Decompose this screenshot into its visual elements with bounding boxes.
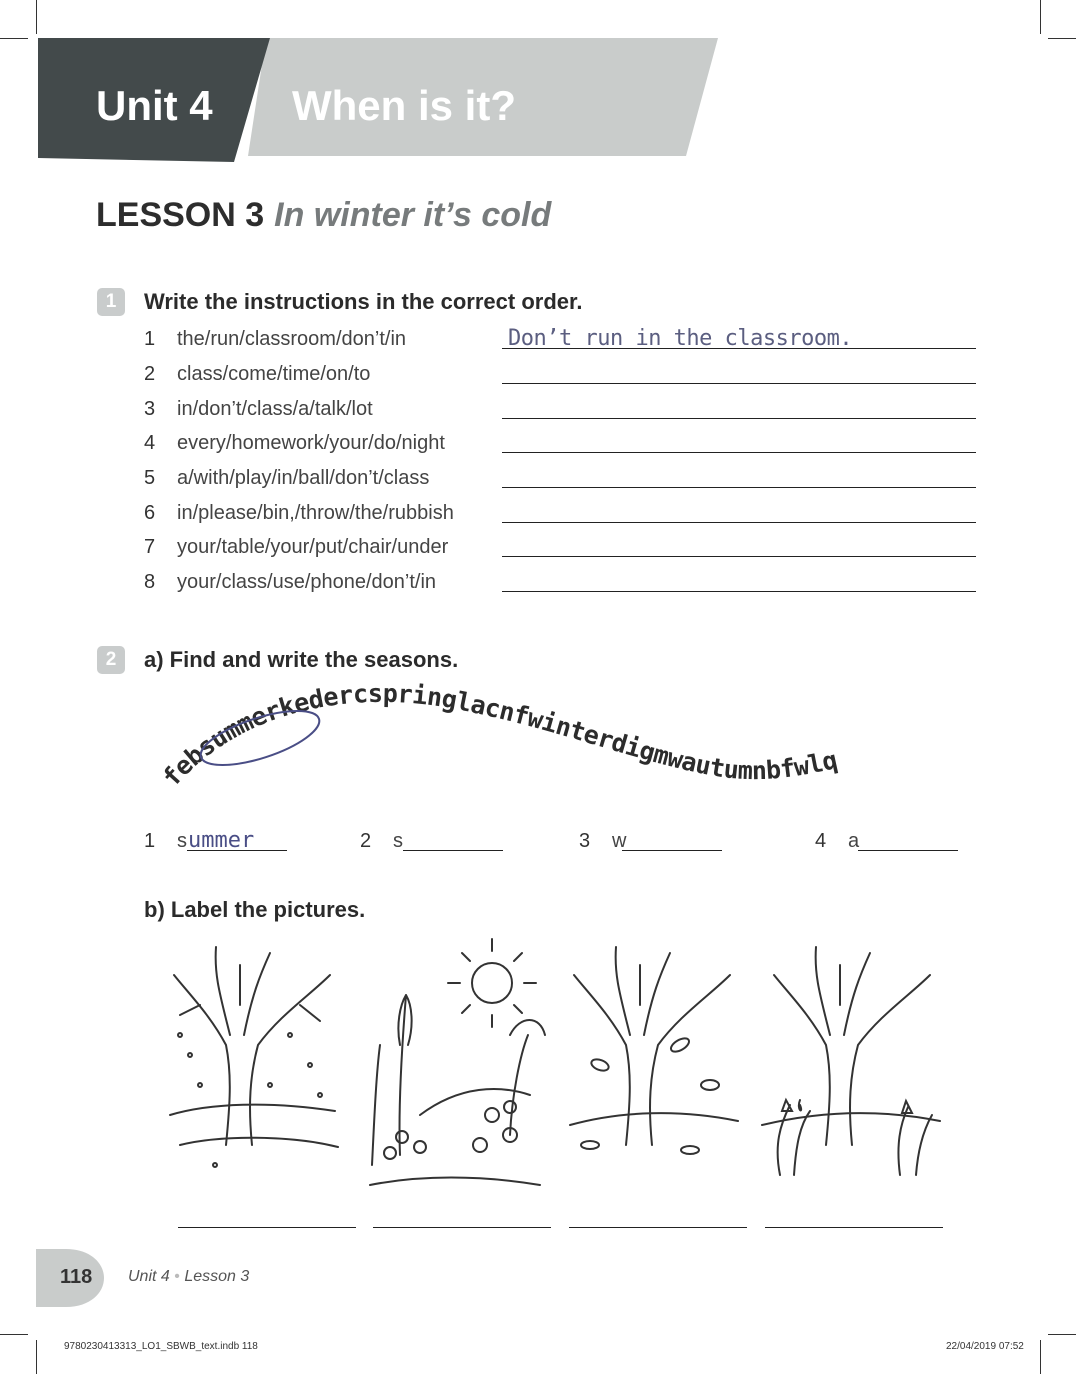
season-answer-line[interactable]: [622, 850, 722, 851]
word-snake-text: febsummerkedercspringlacnfwinterdigmwautumnbfwlq: [156, 680, 840, 792]
crop-mark: [0, 38, 28, 39]
season-answer: ummer: [188, 828, 255, 853]
instruction-row: [144, 463, 976, 497]
autumn-tree-picture: [570, 947, 738, 1154]
scrambled-words: your/class/use/phone/don’t/in: [177, 571, 437, 593]
instruction-row: [144, 359, 976, 393]
summer-sun-picture: [370, 939, 545, 1185]
footer-unit: Unit 4: [128, 1268, 170, 1285]
scrambled-words: your/table/your/put/chair/under: [177, 536, 449, 558]
crop-mark: [1040, 1340, 1041, 1374]
answer-line[interactable]: [502, 452, 976, 453]
scrambled-words: class/come/time/on/to: [177, 363, 371, 385]
crop-mark: [0, 1334, 28, 1335]
scrambled-words: every/homework/your/do/night: [177, 432, 445, 454]
season-number: 1: [144, 830, 156, 852]
scrambled-words: in/don’t/class/a/talk/lot: [177, 398, 373, 420]
item-number: 7: [144, 536, 156, 558]
season-first-letter: s: [393, 830, 403, 852]
instruction-row: [144, 498, 976, 532]
page-number: 118: [60, 1266, 93, 1288]
crop-mark: [1040, 0, 1041, 34]
unit-title: When is it?: [292, 82, 516, 129]
answer-text: Don’t run in the classroom.: [508, 326, 853, 351]
scrambled-words: a/with/play/in/ball/don’t/class: [177, 467, 430, 489]
item-number: 5: [144, 467, 156, 489]
lesson-heading: [96, 196, 551, 235]
season-answer-line[interactable]: [858, 850, 958, 851]
item-number: 4: [144, 432, 156, 454]
crop-mark: [1048, 38, 1076, 39]
item-number: 1: [144, 328, 156, 350]
winter-tree-picture: [170, 947, 338, 1167]
answer-line[interactable]: [502, 591, 976, 592]
answer-line[interactable]: [502, 556, 976, 557]
picture-label-line[interactable]: [569, 1227, 747, 1228]
lesson-title: In winter it’s cold: [274, 196, 552, 234]
instruction-row: [144, 394, 976, 428]
item-number: 8: [144, 571, 156, 593]
crop-mark: [36, 0, 37, 34]
season-number: 4: [815, 830, 827, 852]
word-snake-letters: [157, 680, 840, 792]
picture-label-line[interactable]: [178, 1227, 356, 1228]
instruction-row: [144, 428, 976, 462]
picture-label-line[interactable]: [373, 1227, 551, 1228]
print-slug-file: 9780230413313_LO1_SBWB_text.indb 118: [64, 1341, 258, 1352]
crop-mark: [1048, 1334, 1076, 1335]
scrambled-words: the/run/classroom/don’t/in: [177, 328, 407, 350]
instruction-row: [144, 532, 976, 566]
season-first-letter: w: [612, 830, 627, 852]
instruction-row: [144, 567, 976, 601]
season-answer-line[interactable]: [187, 850, 287, 851]
season-first-letter: a: [848, 830, 860, 852]
exercise-2-badge: 2: [97, 646, 125, 674]
footer-reference: [128, 1268, 249, 1286]
answer-line[interactable]: [502, 487, 976, 488]
crop-mark: [36, 1340, 37, 1374]
item-number: 2: [144, 363, 156, 385]
footer-lesson: Lesson 3: [184, 1268, 250, 1285]
print-slug-date: 22/04/2019 07:52: [946, 1341, 1024, 1352]
season-number: 3: [579, 830, 591, 852]
answer-line[interactable]: [502, 348, 976, 349]
exercise-2a-title: a) Find and write the seasons.: [144, 647, 459, 672]
season-answer-line[interactable]: [403, 850, 503, 851]
spring-tree-picture: [762, 947, 940, 1175]
answer-line[interactable]: [502, 383, 976, 384]
exercise-2b-title: b) Label the pictures.: [144, 897, 366, 922]
item-number: 3: [144, 398, 156, 420]
word-snake: [150, 680, 950, 810]
season-pictures: [160, 935, 950, 1200]
picture-label-line[interactable]: [765, 1227, 943, 1228]
answer-line[interactable]: [502, 418, 976, 419]
item-number: 6: [144, 502, 156, 524]
exercise-1-title: Write the instructions in the correct order.: [144, 289, 583, 314]
unit-label: Unit 4: [96, 82, 213, 129]
season-first-letter: s: [177, 830, 187, 852]
lesson-label: LESSON 3: [96, 196, 265, 234]
season-number: 2: [360, 830, 372, 852]
scrambled-words: in/please/bin,/throw/the/rubbish: [177, 502, 454, 524]
footer-separator: •: [174, 1268, 180, 1285]
exercise-1-badge: 1: [97, 288, 125, 316]
instruction-row: [144, 324, 976, 358]
answer-line[interactable]: [502, 522, 976, 523]
